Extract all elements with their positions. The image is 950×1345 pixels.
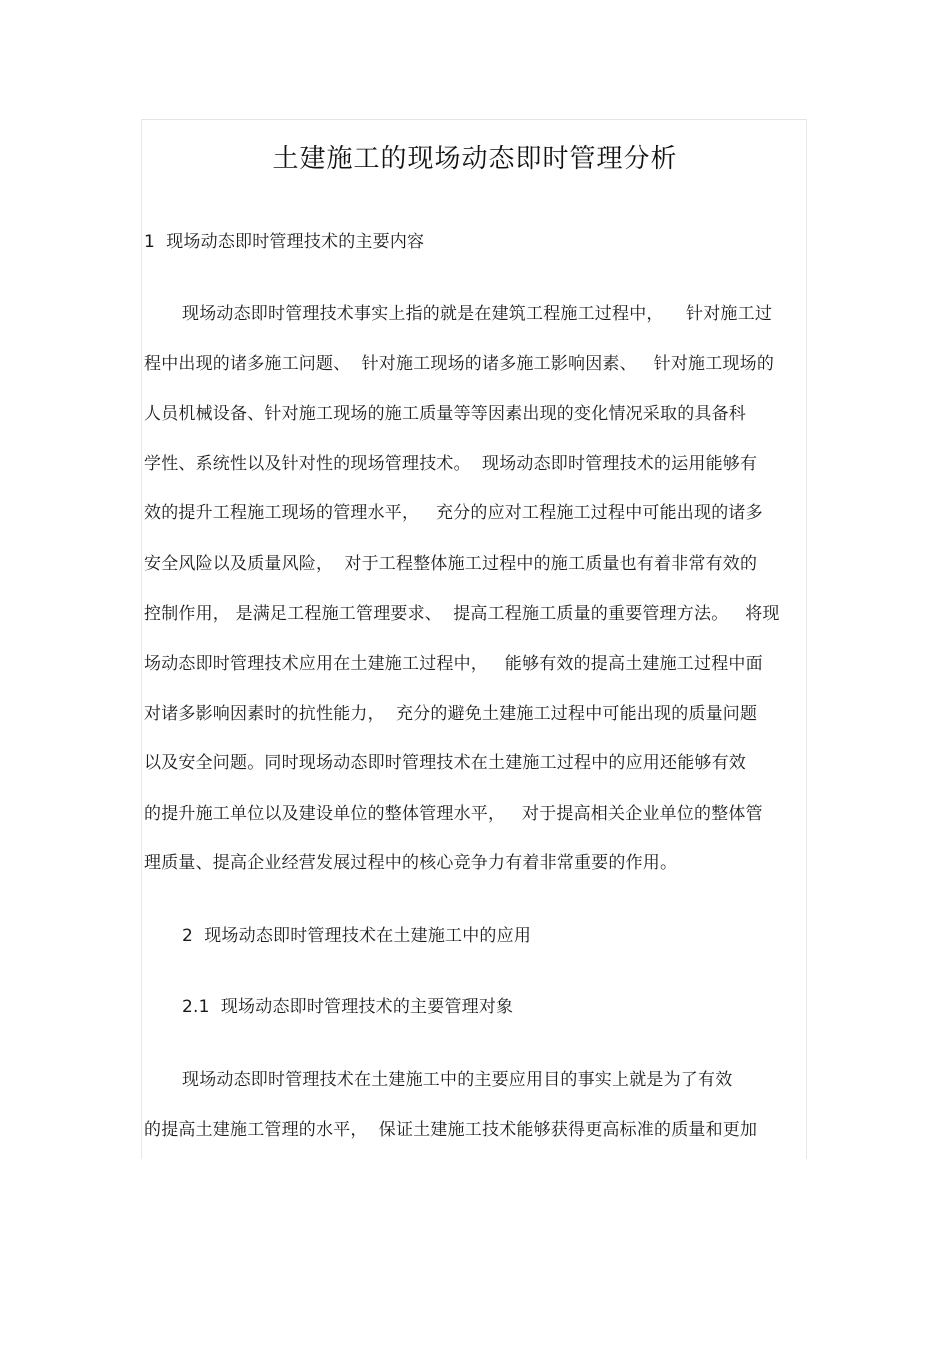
paragraph-line: 的提高土建施工管理的水平， 保证土建施工技术能够获得更高标准的质量和更加 xyxy=(144,1120,758,1140)
paragraph-line: 的提升施工单位以及建设单位的整体管理水平， 对于提高相关企业单位的整体管 xyxy=(144,804,763,824)
paragraph-line: 场动态即时管理技术应用在土建施工过程中， 能够有效的提高土建施工过程中面 xyxy=(144,654,763,674)
paragraph-line: 现场动态即时管理技术事实上指的就是在建筑工程施工过程中， 针对施工过 xyxy=(182,304,773,324)
subsection-heading-2-1: 2.1 现场动态即时管理技术的主要管理对象 xyxy=(182,997,514,1017)
paragraph-line: 控制作用， 是满足工程施工管理要求、 提高工程施工质量的重要管理方法。 将现 xyxy=(144,604,780,624)
paragraph-line: 学性、系统性以及针对性的现场管理技术。 现场动态即时管理技术的运用能够有 xyxy=(144,454,758,474)
paragraph-line: 以及安全问题。同时现场动态即时管理技术在土建施工过程中的应用还能够有效 xyxy=(144,753,746,773)
paragraph-line: 现场动态即时管理技术在土建施工中的主要应用目的事实上就是为了有效 xyxy=(182,1070,733,1090)
paragraph-line: 对诸多影响因素时的抗性能力， 充分的避免土建施工过程中可能出现的质量问题 xyxy=(144,704,758,724)
paragraph-line: 人员机械设备、针对施工现场的施工质量等等因素出现的变化情况采取的具备科 xyxy=(144,404,746,424)
paragraph-line: 理质量、提高企业经营发展过程中的核心竞争力有着非常重要的作用。 xyxy=(144,853,678,873)
document-title: 土建施工的现场动态即时管理分析 xyxy=(272,144,678,174)
paragraph-line: 程中出现的诸多施工问题、 针对施工现场的诸多施工影响因素、 针对施工现场的 xyxy=(144,354,775,374)
section-heading-2: 2 现场动态即时管理技术在土建施工中的应用 xyxy=(182,926,532,946)
paragraph-line: 效的提升工程施工现场的管理水平， 充分的应对工程施工过程中可能出现的诸多 xyxy=(144,503,763,523)
section-heading-1: 1 现场动态即时管理技术的主要内容 xyxy=(144,232,425,252)
paragraph-line: 安全风险以及质量风险， 对于工程整体施工过程中的施工质量也有着非常有效的 xyxy=(144,554,758,574)
